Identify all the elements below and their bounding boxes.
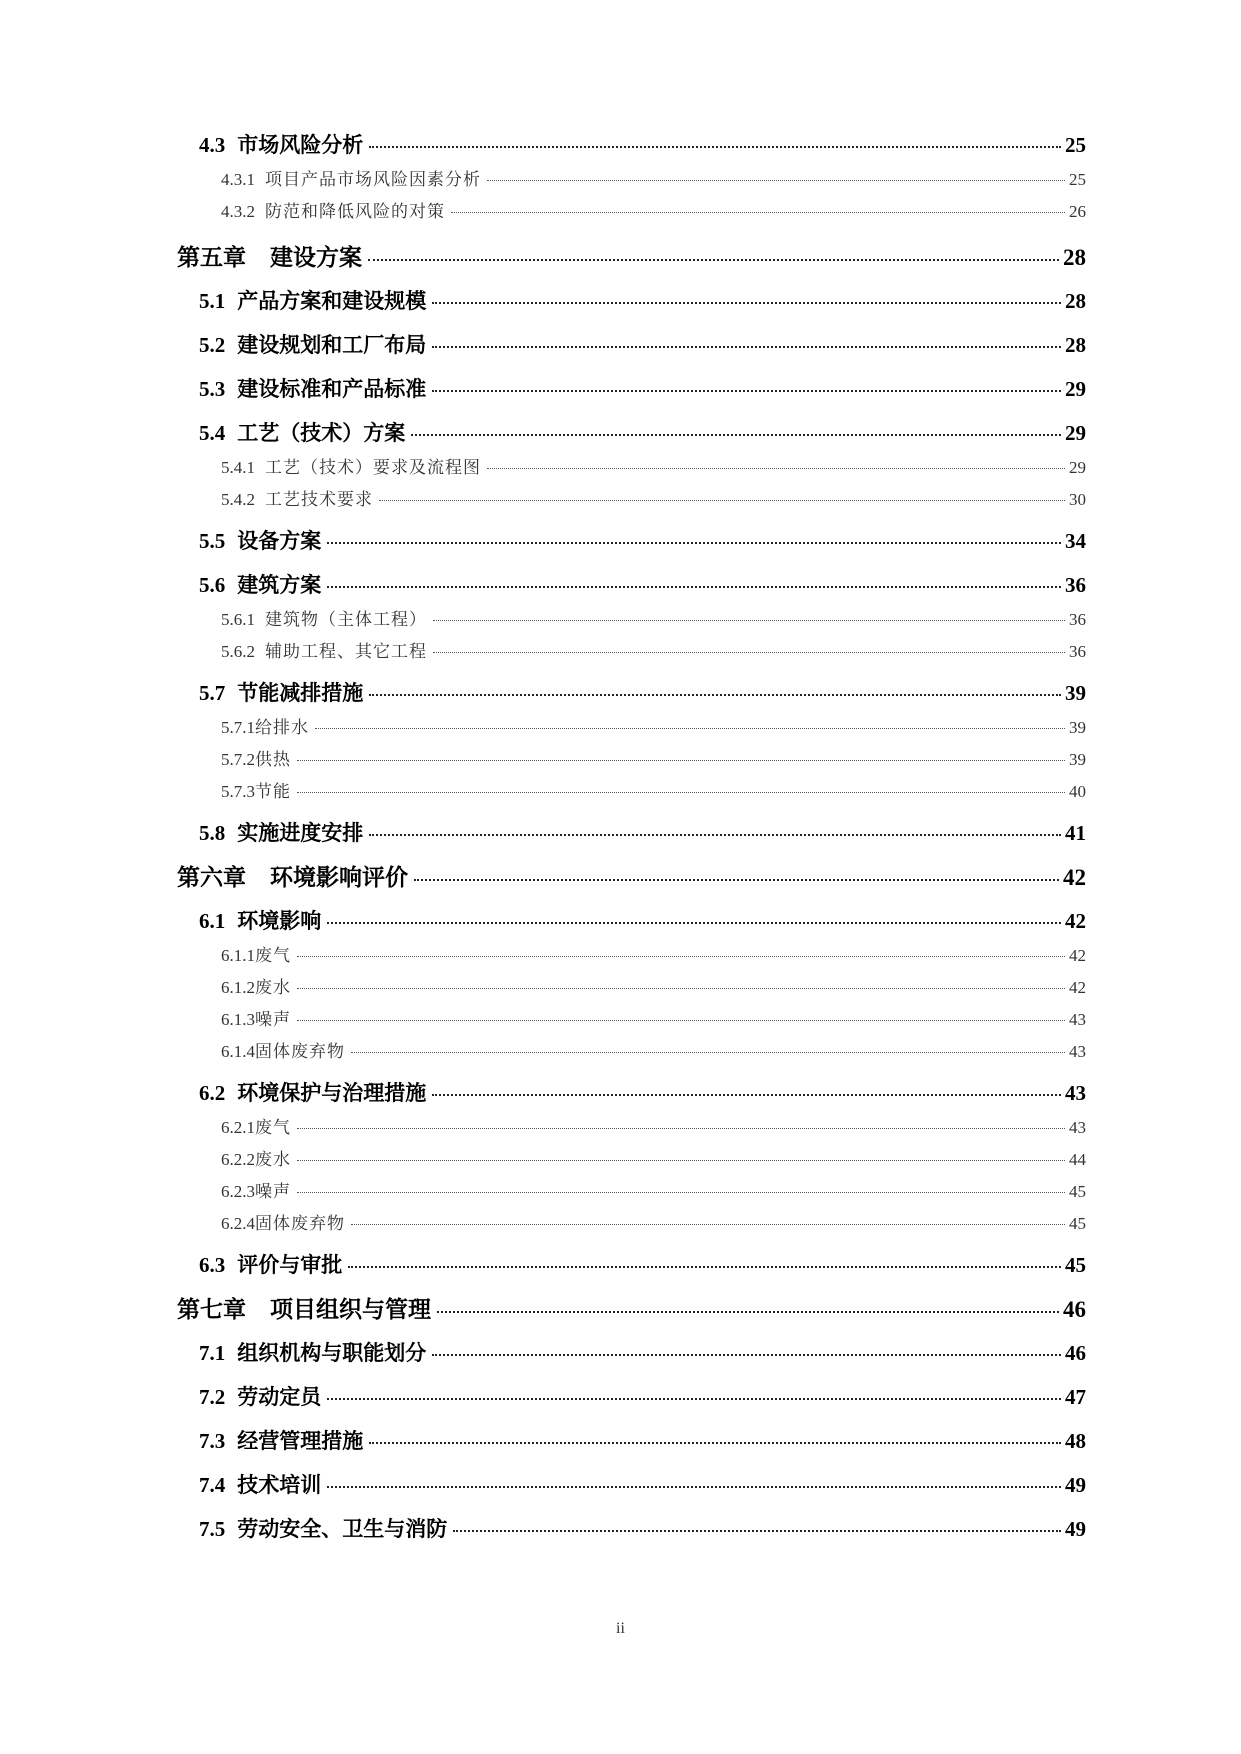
toc-entry-page: 30 xyxy=(1069,490,1086,509)
toc-entry-page: 49 xyxy=(1065,1473,1086,1497)
toc-entry-page: 36 xyxy=(1069,610,1086,629)
toc-entry-number: 4.3.2 xyxy=(221,202,255,221)
toc-entry-number: 5.4.1 xyxy=(221,458,255,477)
toc-entry-page: 25 xyxy=(1069,170,1086,189)
toc-entry-page: 45 xyxy=(1069,1214,1086,1233)
toc-entry-page: 26 xyxy=(1069,202,1086,221)
dot-leader xyxy=(327,542,1061,544)
toc-entry-title: 环境影响评价 xyxy=(270,865,408,891)
dot-leader xyxy=(369,1442,1061,1444)
dot-leader xyxy=(315,728,1065,729)
toc-entry[interactable] xyxy=(221,165,1086,190)
toc-entry-title: 设备方案 xyxy=(237,529,322,553)
toc-entry[interactable] xyxy=(199,1425,1086,1455)
toc-entry-title: 评价与审批 xyxy=(237,1253,343,1277)
toc-entry-title: 建筑物（主体工程） xyxy=(265,610,427,630)
toc-entry[interactable] xyxy=(199,373,1086,403)
toc-entry-page: 43 xyxy=(1069,1042,1086,1061)
dot-leader xyxy=(297,988,1065,989)
toc-entry-title: 建设标准和产品标准 xyxy=(237,377,427,401)
dot-leader xyxy=(297,792,1065,793)
toc-entry-number: 6.1.2 xyxy=(221,978,255,997)
dot-leader xyxy=(432,1094,1061,1096)
toc-entry[interactable] xyxy=(177,239,1086,272)
dot-leader xyxy=(433,620,1065,621)
toc-entry-number: 5.7.1 xyxy=(221,718,255,737)
toc-entry-title: 技术培训 xyxy=(237,1473,322,1497)
toc-entry-title: 产品方案和建设规模 xyxy=(237,289,427,313)
dot-leader xyxy=(327,586,1061,588)
dot-leader xyxy=(327,1486,1061,1488)
toc-entry[interactable] xyxy=(199,1469,1086,1499)
toc-entry-title: 节能减排措施 xyxy=(237,681,364,705)
toc-entry-title: 劳动定员 xyxy=(237,1385,322,1409)
toc-entry-page: 39 xyxy=(1065,681,1086,705)
toc-entry-number: 5.7.2 xyxy=(221,750,255,769)
dot-leader xyxy=(432,302,1061,304)
toc-entry[interactable] xyxy=(199,817,1086,847)
toc-entry[interactable] xyxy=(199,417,1086,447)
toc-entry[interactable] xyxy=(199,1249,1086,1279)
toc-entry-title: 实施进度安排 xyxy=(237,821,364,845)
toc-entry-page: 47 xyxy=(1065,1385,1086,1409)
dot-leader xyxy=(451,212,1065,213)
dot-leader xyxy=(297,1192,1065,1193)
toc-entry-title: 废水 xyxy=(255,1150,291,1170)
toc-entry[interactable] xyxy=(221,1037,1086,1062)
toc-entry-title: 废水 xyxy=(255,978,291,998)
toc-entry-page: 39 xyxy=(1069,718,1086,737)
dot-leader xyxy=(432,390,1061,392)
dot-leader xyxy=(432,1354,1061,1356)
dot-leader xyxy=(368,259,1059,261)
toc-entry[interactable] xyxy=(199,677,1086,707)
toc-entry-number: 5.6 xyxy=(199,573,226,597)
dot-leader xyxy=(432,346,1061,348)
toc-entry-title: 辅助工程、其它工程 xyxy=(265,642,427,662)
toc-entry[interactable] xyxy=(199,329,1086,359)
toc-entry-number: 5.2 xyxy=(199,333,226,357)
toc-entry-page: 28 xyxy=(1065,333,1086,357)
toc-entry-page: 29 xyxy=(1069,458,1086,477)
toc-entry-number: 6.2.4 xyxy=(221,1214,255,1233)
toc-entry[interactable] xyxy=(199,1381,1086,1411)
toc-entry-page: 46 xyxy=(1065,1341,1086,1365)
toc-entry[interactable] xyxy=(221,745,1086,770)
toc-entry-title: 废气 xyxy=(255,946,291,966)
toc-entry-page: 46 xyxy=(1063,1297,1086,1322)
dot-leader xyxy=(437,1311,1059,1313)
toc-entry[interactable] xyxy=(221,1145,1086,1170)
toc-entry-page: 43 xyxy=(1069,1010,1086,1029)
toc-entry-page: 42 xyxy=(1065,909,1086,933)
toc-entry[interactable] xyxy=(199,1513,1086,1543)
toc-entry-page: 42 xyxy=(1069,946,1086,965)
toc-entry-number: 第五章 xyxy=(177,245,246,271)
toc-entry[interactable] xyxy=(221,777,1086,802)
toc-entry-number: 6.2.3 xyxy=(221,1182,255,1201)
toc-entry[interactable] xyxy=(221,713,1086,738)
toc-entry[interactable] xyxy=(199,285,1086,315)
toc-entry[interactable] xyxy=(221,1113,1086,1138)
toc-entry[interactable] xyxy=(221,637,1086,662)
dot-leader xyxy=(414,879,1059,881)
toc-entry-page: 28 xyxy=(1063,245,1086,270)
toc-entry[interactable] xyxy=(199,569,1086,599)
toc-entry[interactable] xyxy=(221,973,1086,998)
toc-entry-number: 4.3.1 xyxy=(221,170,255,189)
toc-entry-title: 项目组织与管理 xyxy=(270,1297,431,1323)
dot-leader xyxy=(297,1128,1065,1129)
dot-leader xyxy=(327,1398,1061,1400)
dot-leader xyxy=(351,1052,1065,1053)
toc-entry-number: 第七章 xyxy=(177,1297,246,1323)
toc-entry-title: 节能 xyxy=(255,782,291,802)
toc-entry[interactable] xyxy=(221,1209,1086,1234)
toc-entry-number: 6.1.1 xyxy=(221,946,255,965)
toc-entry-number: 6.3 xyxy=(199,1253,226,1277)
dot-leader xyxy=(351,1224,1065,1225)
toc-entry-number: 5.3 xyxy=(199,377,226,401)
toc-entry[interactable] xyxy=(177,1291,1086,1324)
toc-entry-title: 工艺技术要求 xyxy=(265,490,373,510)
toc-entry[interactable] xyxy=(221,1177,1086,1202)
toc-entry-title: 建设方案 xyxy=(270,245,362,271)
toc-entry-number: 第六章 xyxy=(177,865,246,891)
toc-entry[interactable] xyxy=(199,129,1086,159)
dot-leader xyxy=(297,1020,1065,1021)
dot-leader xyxy=(297,760,1065,761)
toc-entry-number: 5.6.2 xyxy=(221,642,255,661)
toc-entry-title: 建设规划和工厂布局 xyxy=(237,333,427,357)
toc-entry[interactable] xyxy=(199,525,1086,555)
toc-entry[interactable] xyxy=(221,485,1086,510)
toc-entry-page: 45 xyxy=(1069,1182,1086,1201)
toc-entry-number: 7.1 xyxy=(199,1341,226,1365)
toc-entry-title: 建筑方案 xyxy=(237,573,322,597)
toc-entry-number: 6.2.1 xyxy=(221,1118,255,1137)
toc-entry-page: 48 xyxy=(1065,1429,1086,1453)
toc-entry-title: 固体废弃物 xyxy=(255,1214,345,1234)
dot-leader xyxy=(327,922,1061,924)
toc-entry-page: 34 xyxy=(1065,529,1086,553)
toc-entry[interactable] xyxy=(199,1337,1086,1367)
toc-entry-title: 防范和降低风险的对策 xyxy=(265,202,445,222)
toc-entry-title: 劳动安全、卫生与消防 xyxy=(237,1517,448,1541)
toc-entry-page: 44 xyxy=(1069,1150,1086,1169)
toc-entry[interactable] xyxy=(221,453,1086,478)
toc-entry-page: 45 xyxy=(1065,1253,1086,1277)
toc-entry-page: 29 xyxy=(1065,421,1086,445)
toc-entry-title: 组织机构与职能划分 xyxy=(237,1341,427,1365)
toc-entry-title: 固体废弃物 xyxy=(255,1042,345,1062)
toc-entry-number: 7.5 xyxy=(199,1517,226,1541)
toc-entry-title: 噪声 xyxy=(255,1010,291,1030)
toc-entry-title: 项目产品市场风险因素分析 xyxy=(265,170,481,190)
dot-leader xyxy=(453,1530,1061,1532)
toc-entry[interactable] xyxy=(199,1077,1086,1107)
toc-entry-number: 5.8 xyxy=(199,821,226,845)
toc-entry-page: 25 xyxy=(1065,133,1086,157)
toc-entry-number: 6.1.4 xyxy=(221,1042,255,1061)
toc-entry-title: 工艺（技术）要求及流程图 xyxy=(265,458,481,478)
dot-leader xyxy=(487,180,1065,181)
toc-entry-number: 5.7 xyxy=(199,681,226,705)
toc-entry-page: 36 xyxy=(1065,573,1086,597)
toc-entry-number: 5.4 xyxy=(199,421,226,445)
toc-entry-number: 6.2.2 xyxy=(221,1150,255,1169)
toc-entry[interactable] xyxy=(221,1005,1086,1030)
dot-leader xyxy=(433,652,1065,653)
toc-entry-number: 5.5 xyxy=(199,529,226,553)
dot-leader xyxy=(297,1160,1065,1161)
toc-entry-title: 经营管理措施 xyxy=(237,1429,364,1453)
toc-entry-number: 5.1 xyxy=(199,289,226,313)
dot-leader xyxy=(348,1266,1061,1268)
toc-entry-number: 6.1 xyxy=(199,909,226,933)
page-number: ii xyxy=(616,1620,625,1637)
toc-entry-title: 环境影响 xyxy=(237,909,322,933)
toc-entry-page: 40 xyxy=(1069,782,1086,801)
dot-leader xyxy=(297,956,1065,957)
toc-entry-page: 43 xyxy=(1069,1118,1086,1137)
toc-entry[interactable] xyxy=(177,859,1086,892)
toc-entry[interactable] xyxy=(221,605,1086,630)
dot-leader xyxy=(379,500,1065,501)
toc-entry-title: 废气 xyxy=(255,1118,291,1138)
toc-entry-title: 噪声 xyxy=(255,1182,291,1202)
toc-entry-page: 36 xyxy=(1069,642,1086,661)
toc-entry-title: 环境保护与治理措施 xyxy=(237,1081,427,1105)
toc-entry-number: 5.4.2 xyxy=(221,490,255,509)
toc-entry-page: 43 xyxy=(1065,1081,1086,1105)
toc-entry-page: 29 xyxy=(1065,377,1086,401)
toc-entry[interactable] xyxy=(221,941,1086,966)
toc-entry-title: 工艺（技术）方案 xyxy=(237,421,406,445)
toc-entry-number: 5.7.3 xyxy=(221,782,255,801)
dot-leader xyxy=(411,434,1061,436)
toc-entry-number: 7.2 xyxy=(199,1385,226,1409)
toc-entry-page: 28 xyxy=(1065,289,1086,313)
toc-entry-title: 给排水 xyxy=(255,718,309,738)
toc-entry-page: 42 xyxy=(1069,978,1086,997)
toc-entry-page: 42 xyxy=(1063,865,1086,890)
toc-entry[interactable] xyxy=(199,905,1086,935)
toc-entry-number: 7.4 xyxy=(199,1473,226,1497)
toc-entry-title: 市场风险分析 xyxy=(237,133,364,157)
toc-entry-number: 5.6.1 xyxy=(221,610,255,629)
toc-entry-number: 6.2 xyxy=(199,1081,226,1105)
toc-entry[interactable] xyxy=(221,197,1086,222)
dot-leader xyxy=(369,146,1061,148)
toc-entry-number: 7.3 xyxy=(199,1429,226,1453)
toc-entry-number: 4.3 xyxy=(199,133,226,157)
toc-entry-page: 39 xyxy=(1069,750,1086,769)
toc-entry-number: 6.1.3 xyxy=(221,1010,255,1029)
dot-leader xyxy=(487,468,1065,469)
toc-entry-page: 41 xyxy=(1065,821,1086,845)
dot-leader xyxy=(369,834,1061,836)
toc-entry-title: 供热 xyxy=(255,750,291,770)
dot-leader xyxy=(369,694,1061,696)
toc-entry-page: 49 xyxy=(1065,1517,1086,1541)
